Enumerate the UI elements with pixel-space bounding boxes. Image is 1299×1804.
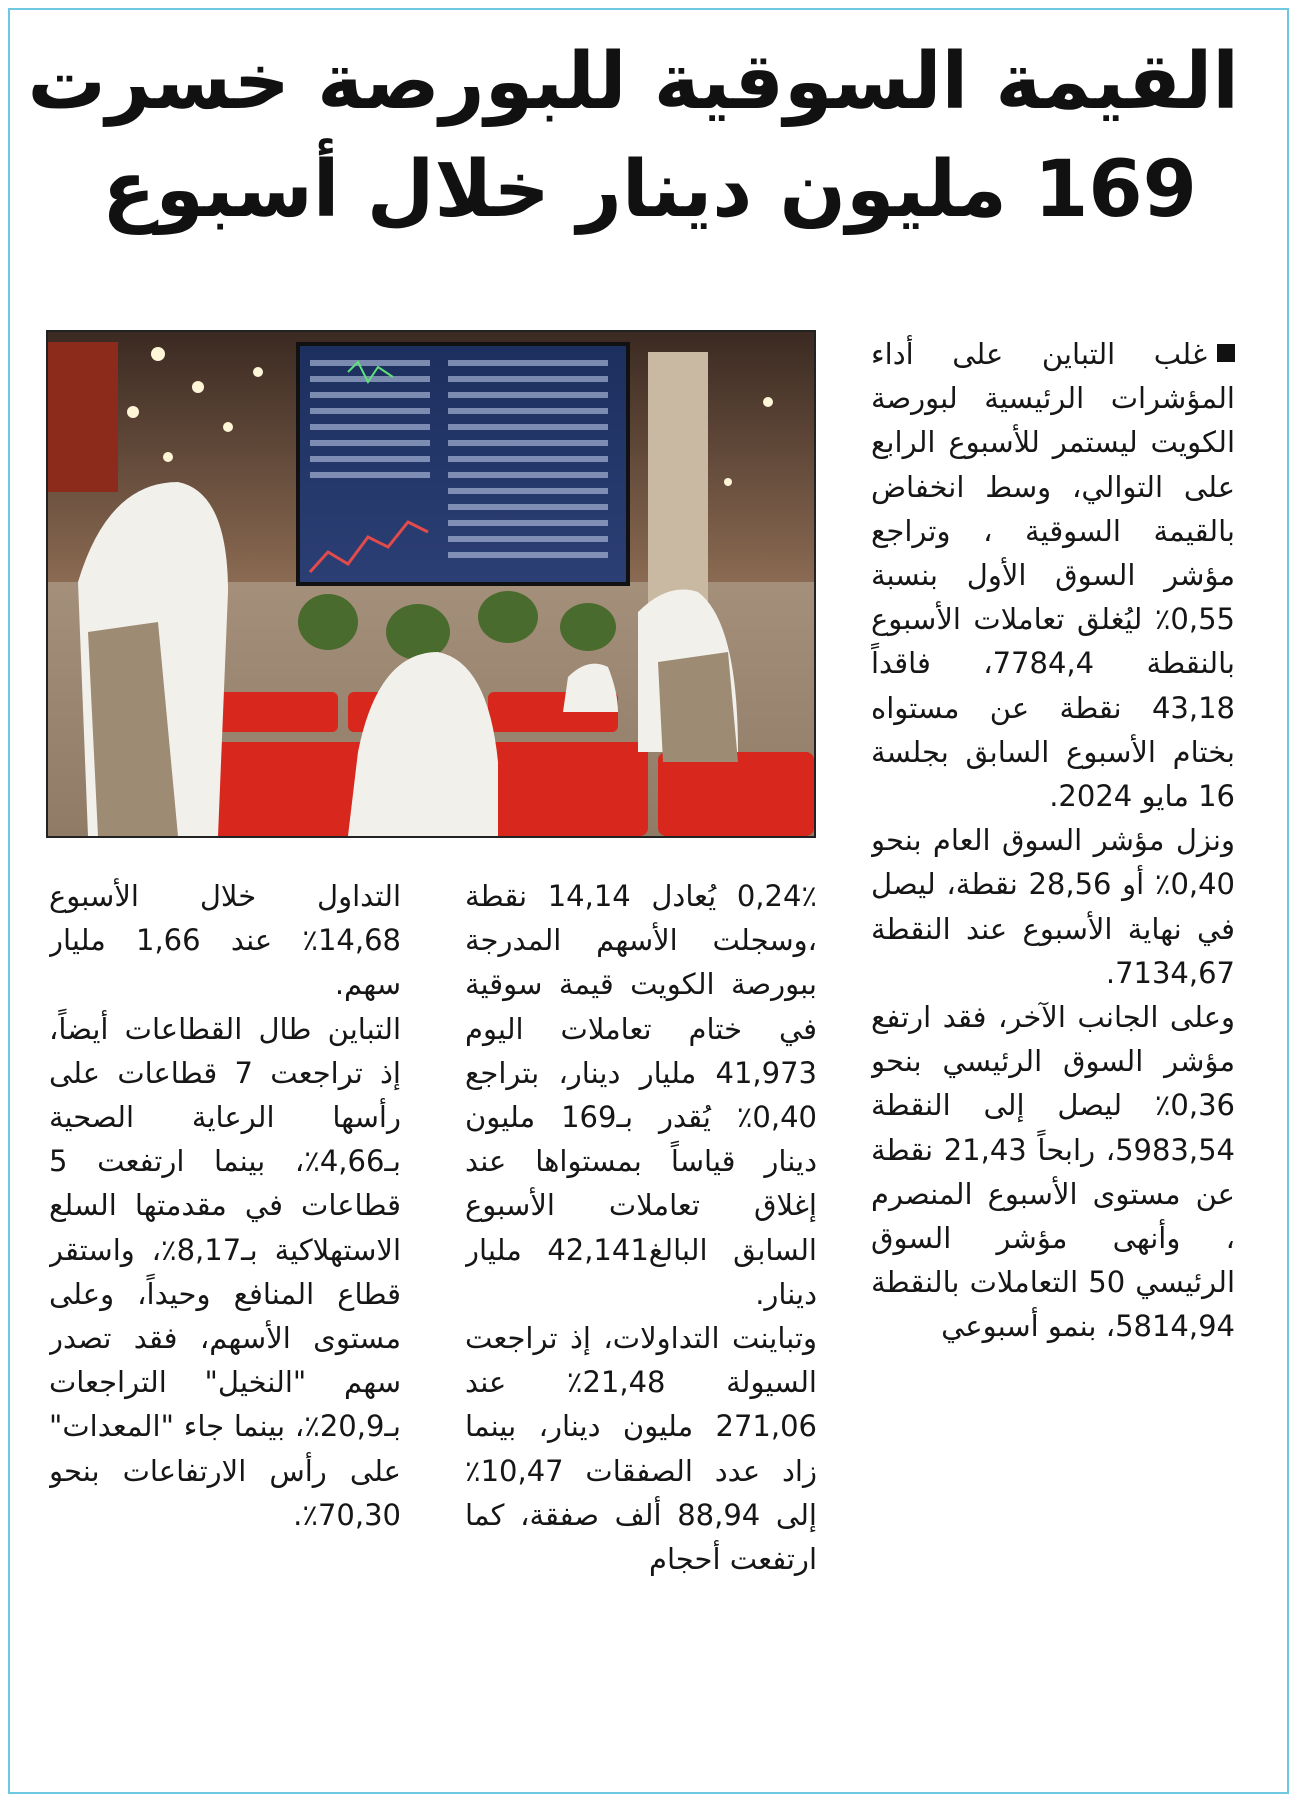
paragraph: وتباينت التداولات، إذ تراجعت السيولة 21,48٪ عند 271,06 مليون دينار، بينما زاد عدد الصفقات 10,47٪ إلى 88,94 ألف صفقة، كما ارتفعت أحجام xyxy=(465,1321,817,1577)
paragraph xyxy=(871,332,1235,818)
paragraph: التداول خلال الأسبوع 14,68٪ عند 1,66 مليار سهم. xyxy=(49,879,401,1002)
paragraph: 0,24٪ يُعادل 14,14 نقطة ،وسجلت الأسهم المدرجة ببورصة الكويت قيمة سوقية في ختام تعاملات اليوم 41,973 مليار دينار، بتراجع 0,40٪ يُقدر بـ169 مليون دينار قياساً بمستواها عند إغلاق تعاملات الأسبوع السابق البالغ42,141 مليار دينار. xyxy=(465,879,817,1311)
stock-exchange-photo xyxy=(46,330,816,838)
article-column-left xyxy=(49,874,401,1782)
paragraph: التباين طال القطاعات أيضاً، إذ تراجعت 7 قطاعات على رأسها الرعاية الصحية بـ4,66٪، بينما ارتفعت 5 قطاعات في مقدمتها السلع الاستهلاكية بـ8,17٪، واستقر قطاع المنافع وحيداً، وعلى مستوى الأسهم، فقد تصدر سهم "النخيل" التراجعات بـ20,9٪، بينما جاء "المعدات" على رأس الارتفاعات بنحو 70,30٪. xyxy=(49,1011,401,1532)
paragraph: وعلى الجانب الآخر، فقد ارتفع مؤشر السوق الرئيسي بنحو 0,36٪ ليصل إلى النقطة 5983,54، رابحاً 21,43 نقطة عن مستوى الأسبوع المنصرم ، وأنهى مؤشر السوق الرئيسي 50 التعاملات بالنقطة 5814,94، بنمو أسبوعي xyxy=(871,1000,1235,1344)
headline xyxy=(27,28,1239,244)
article-column-right xyxy=(871,332,1235,1782)
headline-line-1: القيمة السوقية للبورصة خسرت xyxy=(27,37,1239,127)
paragraph: ونزل مؤشر السوق العام بنحو 0,40٪ أو 28,56 نقطة، ليصل في نهاية الأسبوع عند النقطة 7134,67. xyxy=(871,823,1235,990)
article-column-middle xyxy=(465,874,817,1782)
bullet-square-icon xyxy=(1217,344,1235,362)
headline-line-2: 169 مليون دينار خلال أسبوع xyxy=(102,145,1197,235)
paragraph-text: غلب التباين على أداء المؤشرات الرئيسية لبورصة الكويت ليستمر للأسبوع الرابع على التوالي، وسط انخفاض بالقيمة السوقية ، وتراجع مؤشر السوق الأول بنسبة 0,55٪ ليُغلق تعاملات الأسبوع بالنقطة 7784,4، فاقداً 43,18 نقطة عن مستواه بختام الأسبوع السابق بجلسة 16 مايو 2024. xyxy=(871,337,1235,814)
